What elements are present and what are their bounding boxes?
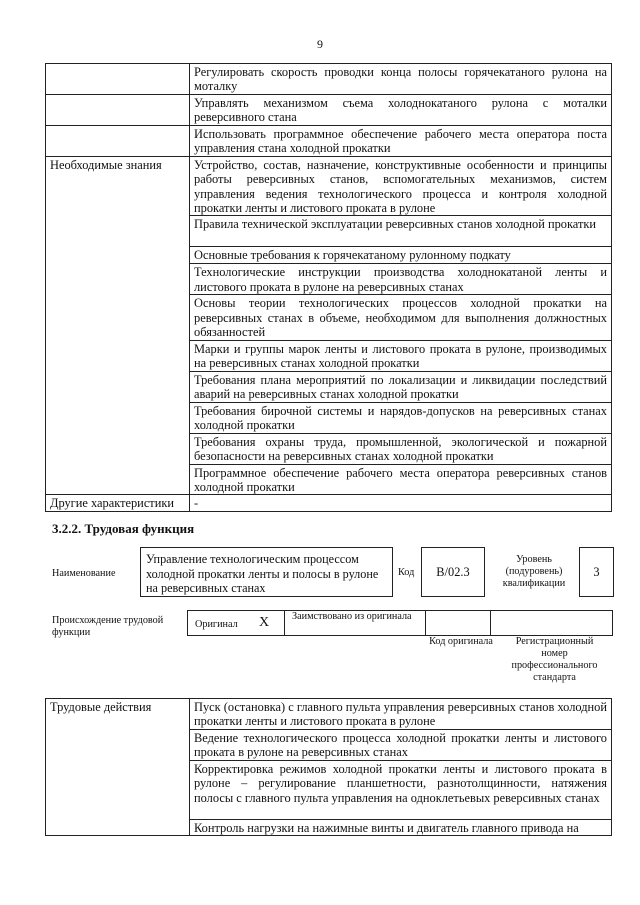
function-name: Управление технологическим процессом холодной прокатки ленты и полосы в рулоне на реверсивных станах — [146, 552, 379, 596]
section-heading: 3.2.2. Трудовая функция — [52, 521, 195, 536]
knowledge-row: Программное обеспечение рабочего места оператора реверсивных станов холодной прокатки — [190, 464, 612, 495]
code-label: Код — [398, 567, 415, 578]
actions-table — [45, 698, 612, 836]
level-box — [579, 547, 614, 597]
knowledge-row: Основные требования к горячекатаному рулонному подкату — [190, 247, 612, 264]
skill-row: Использовать программное обеспечение рабочего места оператора поста управления стана холодной прокатки — [190, 126, 612, 157]
function-name-box — [140, 547, 393, 597]
page-number: 9 — [317, 37, 323, 51]
reg-number-caption: Регистрационный номер профессионального стандарта — [511, 636, 598, 683]
name-label: Наименование — [52, 568, 116, 579]
knowledge-table — [45, 63, 612, 512]
original-mark: X — [259, 615, 270, 630]
knowledge-row: Технологические инструкции производства холоднокатаной ленты и листового проката в рулоне на реверсивных станах — [190, 264, 612, 295]
knowledge-row: Основы теории технологических процессов холодной прокатки на реверсивных станах в объеме, необходимом для выполнения должностных обязанностей — [190, 295, 612, 340]
code-original-caption: Код оригинала — [429, 636, 493, 647]
knowledge-row: Требования охраны труда, промышленной, экологической и пожарной безопасности на реверсивных станах холодной прокатки — [190, 433, 612, 464]
other-label: Другие характеристики — [46, 495, 190, 511]
other-value: - — [190, 495, 612, 511]
original-label: Оригинал — [195, 619, 238, 630]
action-row: Корректировка режимов холодной прокатки ленты и листового проката в рулоне – регулирование планшетности, разнотолщинности, натяжения полосы с главного пульта управления на одноклетьевых реверсивных станах — [190, 761, 612, 820]
action-row: Ведение технологического процесса холодной прокатки ленты и листового проката в рулоне на реверсивных станах — [190, 730, 612, 761]
action-row: Пуск (остановка) с главного пульта управления реверсивных станов холодной прокатки ленты и листового проката в рулоне — [190, 699, 612, 730]
level-value: 3 — [593, 565, 600, 579]
code-value: B/02.3 — [436, 565, 470, 579]
level-label: Уровень (подуровень) квалификации — [502, 554, 566, 589]
action-row: Контроль нагрузки на нажимные винты и двигатель главного привода на — [190, 820, 612, 836]
knowledge-row: Правила технической эксплуатации реверсивных станов холодной прокатки — [190, 216, 612, 247]
origin-label: Происхождение трудовой функции — [52, 615, 164, 638]
skill-row: Управлять механизмом съема холоднокатаного рулона с моталки реверсивного стана — [190, 95, 612, 126]
knowledge-row: Марки и группы марок ленты и листового проката в рулоне, производимых на реверсивных станах холодной прокатки — [190, 340, 612, 371]
knowledge-label: Необходимые знания — [46, 156, 190, 495]
knowledge-row: Устройство, состав, назначение, конструктивные особенности и принципы работы реверсивных станов, вспомогательных механизмов, систем управления ведения технологического процесса и контроля холодной прокатки ленты и листового проката в рулоне — [190, 156, 612, 216]
knowledge-row: Требования плана мероприятий по локализации и ликвидации последствий аварий на реверсивных станах холодной прокатки — [190, 371, 612, 402]
actions-label: Трудовые действия — [46, 699, 190, 836]
skill-row: Регулировать скорость проводки конца полосы горячекатаного рулона на моталку — [190, 64, 612, 95]
borrowed-label: Заимствовано из оригинала — [292, 611, 412, 622]
knowledge-row: Требования бирочной системы и нарядов-допусков на реверсивных станах холодной прокатки — [190, 402, 612, 433]
code-box — [421, 547, 485, 597]
